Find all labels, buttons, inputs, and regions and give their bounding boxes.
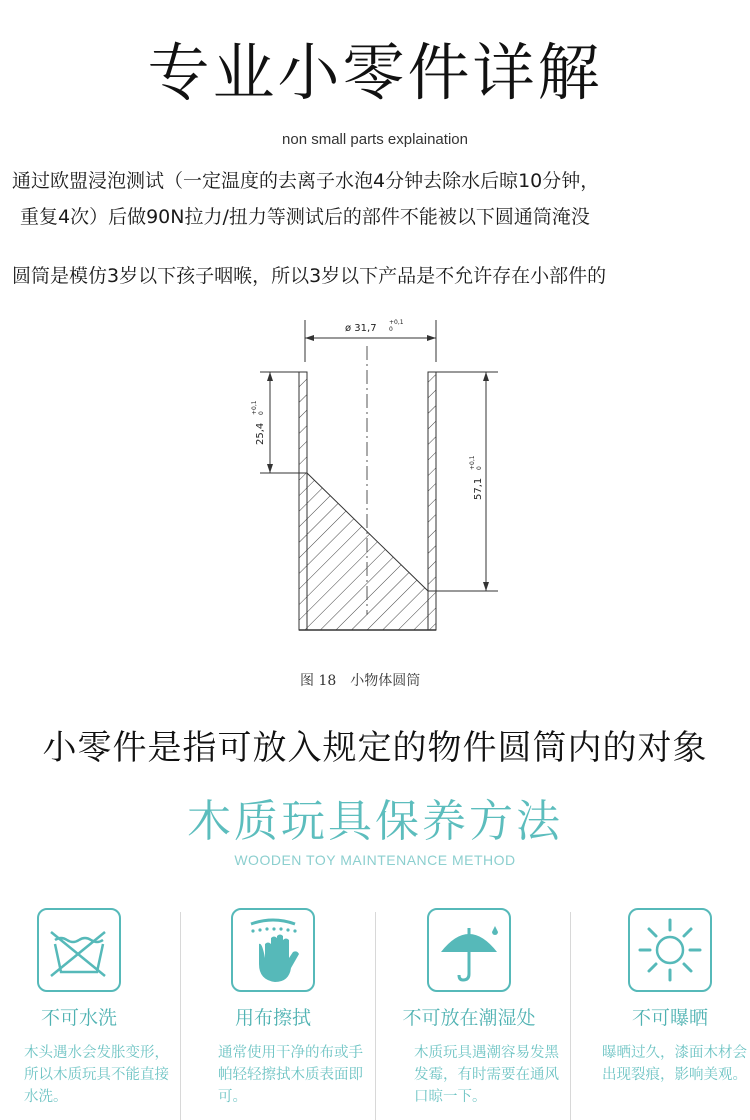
care-item-label: 不可放在潮湿处 <box>402 1007 536 1029</box>
care-item-desc: 木头遇水会发胀变形，所以木质玩具不能直接水洗。 <box>24 1045 169 1105</box>
sun-icon <box>628 908 712 992</box>
right-dimension-tolerance-low: 0 <box>476 466 483 470</box>
intro-line-1: 通过欧盟浸泡测试（一定温度的去离子水泡4分钟去除水后晾10分钟， <box>12 170 600 192</box>
column-divider <box>375 912 376 1120</box>
intro-line-2: 重复4次）后做90N拉力/扭力等测试后的部件不能被以下圆通筒淹没 <box>20 206 590 228</box>
small-parts-cylinder-diagram <box>230 300 510 640</box>
care-item-label: 用布擦拭 <box>234 1007 311 1029</box>
no-wash-icon <box>37 908 121 992</box>
care-item-no-sun <box>578 905 750 1120</box>
intro-line-3: 圆筒是模仿3岁以下孩子咽喉，所以3岁以下产品是不允许存在小部件的 <box>12 265 607 287</box>
care-item-wipe <box>194 905 381 1120</box>
care-item-no-damp <box>390 905 577 1120</box>
umbrella-rain-icon <box>427 908 511 992</box>
care-item-desc: 通常使用干净的布或手帕轻轻擦拭木质表面即可。 <box>218 1045 363 1105</box>
care-section-subtitle: WOODEN TOY MAINTENANCE METHOD <box>234 852 516 868</box>
column-divider <box>570 912 571 1120</box>
small-parts-definition: 小零件是指可放入规定的物件圆筒内的对象 <box>42 728 708 768</box>
wipe-hand-icon <box>231 908 315 992</box>
figure-caption: 图 18 小物体圆筒 <box>300 673 421 689</box>
top-dimension-tolerance: +0,1 <box>389 319 404 326</box>
care-item-desc: 木质玩具遇潮容易发黑发霉，有时需要在通风口晾一下。 <box>414 1045 559 1105</box>
care-section-title: 木质玩具保养方法 <box>187 796 563 847</box>
care-item-no-wash <box>0 905 187 1120</box>
top-dimension-tolerance-low: 0 <box>389 326 393 333</box>
right-dimension-label: 57,1 <box>473 477 484 500</box>
column-divider <box>180 912 181 1120</box>
page-subtitle: non small parts explaination <box>282 131 468 148</box>
left-dimension-label: 25,4 <box>255 422 266 445</box>
page-title: 专业小零件详解 <box>147 36 603 109</box>
top-dimension-label: ø 31,7 <box>345 323 377 334</box>
care-item-label: 不可水洗 <box>40 1007 117 1029</box>
left-dimension-tolerance-low: 0 <box>258 411 265 415</box>
care-item-desc: 曝晒过久，漆面木材会出现裂痕，影响美观。 <box>602 1045 747 1083</box>
care-item-label: 不可曝晒 <box>631 1007 708 1029</box>
right-dimension-tolerance: +0,1 <box>469 455 476 470</box>
left-dimension-tolerance: +0,1 <box>251 400 258 415</box>
